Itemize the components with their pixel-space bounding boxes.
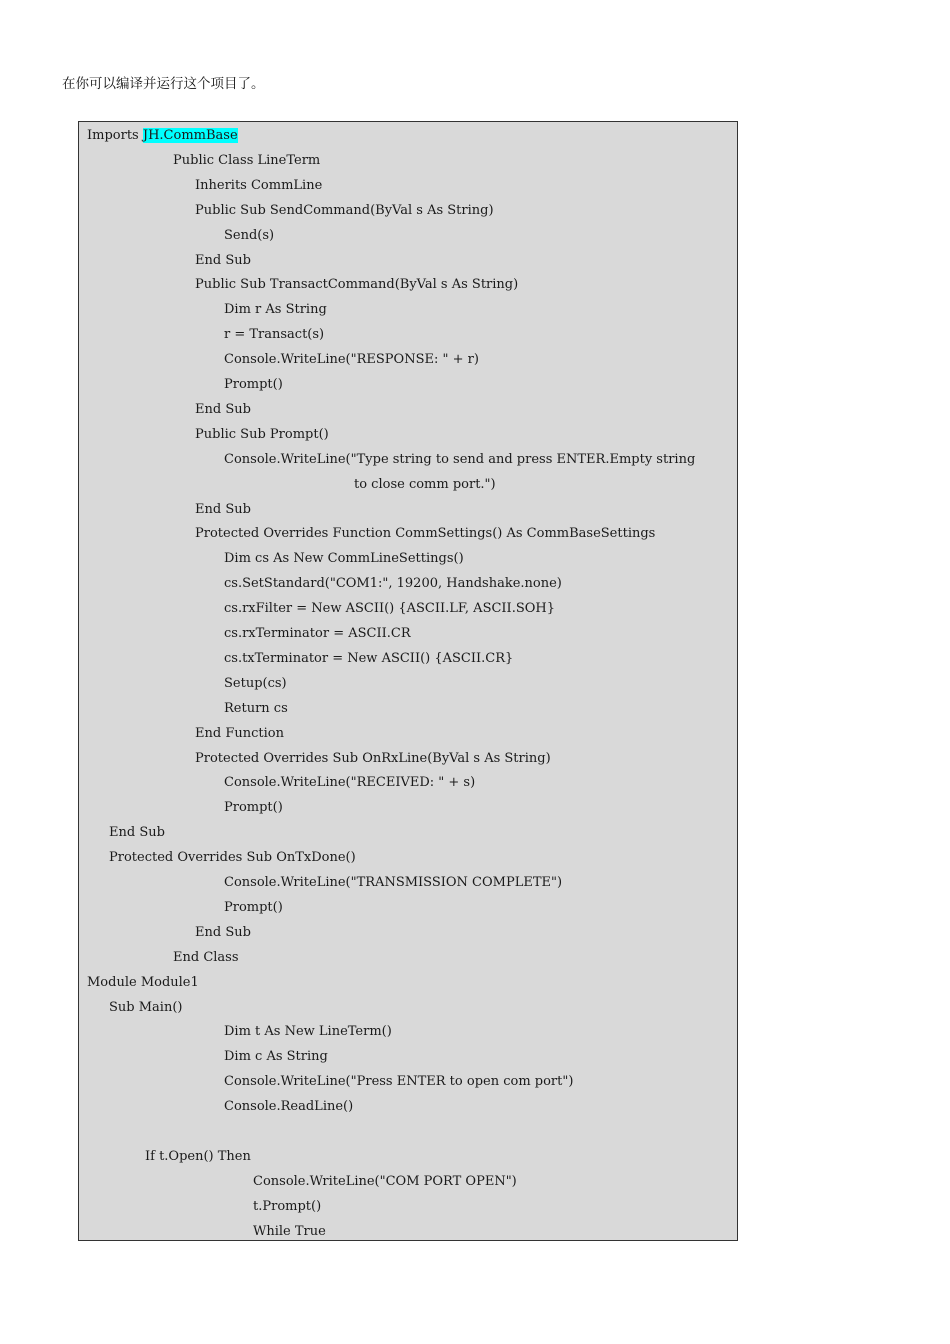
code-line: Console.WriteLine("RECEIVED: " + s) <box>224 775 476 791</box>
imports-keyword: Imports <box>87 128 143 143</box>
code-line: End Sub <box>195 924 251 940</box>
code-line-imports <box>87 123 238 148</box>
code-line: to close comm port.") <box>354 476 496 492</box>
code-block <box>78 121 738 1241</box>
code-line: Module Module1 <box>87 974 199 990</box>
code-line: cs.rxTerminator = ASCII.CR <box>224 626 411 641</box>
code-line: Protected Overrides Sub OnTxDone() <box>109 850 356 866</box>
code-line: End Sub <box>195 252 251 268</box>
code-line: r = Transact(s) <box>224 327 325 343</box>
code-line: Dim t As New LineTerm() <box>224 1024 392 1040</box>
code-line: Public Sub Prompt() <box>195 426 329 442</box>
code-line: Console.WriteLine("COM PORT OPEN") <box>253 1173 517 1189</box>
code-line: Dim r As String <box>224 302 327 318</box>
code-line: Protected Overrides Sub OnRxLine(ByVal s As String) <box>195 750 551 766</box>
code-line: Console.WriteLine("RESPONSE: " + r) <box>224 352 479 368</box>
code-line: End Sub <box>195 401 251 417</box>
code-line: cs.txTerminator = New ASCII() {ASCII.CR} <box>224 650 514 666</box>
code-line: Console.WriteLine("TRANSMISSION COMPLETE") <box>224 875 563 890</box>
code-line: End Class <box>173 949 239 965</box>
code-line: End Sub <box>195 501 251 517</box>
code-line: Prompt() <box>224 377 283 392</box>
intro-paragraph: 在你可以编译并运行这个项目了。 <box>62 76 265 92</box>
code-line: End Function <box>195 725 284 741</box>
code-line: End Sub <box>109 825 165 841</box>
code-line: Inherits CommLine <box>195 177 323 193</box>
code-line: Protected Overrides Function CommSettings() As CommBaseSettings <box>195 526 656 542</box>
code-line: Sub Main() <box>109 999 183 1015</box>
code-line: Public Class LineTerm <box>173 152 321 168</box>
code-line: Setup(cs) <box>224 675 287 691</box>
code-line: Console.WriteLine("Type string to send and press ENTER.Empty string <box>224 451 696 467</box>
code-line: Return cs <box>224 700 288 716</box>
code-line: Public Sub SendCommand(ByVal s As String) <box>195 202 494 218</box>
code-line: Prompt() <box>224 800 283 816</box>
code-line: cs.rxFilter = New ASCII() {ASCII.LF, ASCII.SOH} <box>224 601 555 617</box>
code-line: Dim c As String <box>224 1049 328 1065</box>
code-line: Public Sub TransactCommand(ByVal s As String) <box>195 277 519 293</box>
highlighted-namespace: JH.CommBase <box>142 128 238 143</box>
code-line: Console.ReadLine() <box>224 1099 354 1115</box>
code-line: If t.Open() Then <box>145 1148 251 1164</box>
code-line: cs.SetStandard("COM1:", 19200, Handshake.none) <box>224 576 562 592</box>
code-line: Dim cs As New CommLineSettings() <box>224 551 464 567</box>
code-line: Prompt() <box>224 899 283 915</box>
code-line: While True <box>253 1223 326 1239</box>
code-line: Send(s) <box>224 227 275 243</box>
code-line: Console.WriteLine("Press ENTER to open com port") <box>224 1074 574 1090</box>
code-line: t.Prompt() <box>253 1198 322 1214</box>
